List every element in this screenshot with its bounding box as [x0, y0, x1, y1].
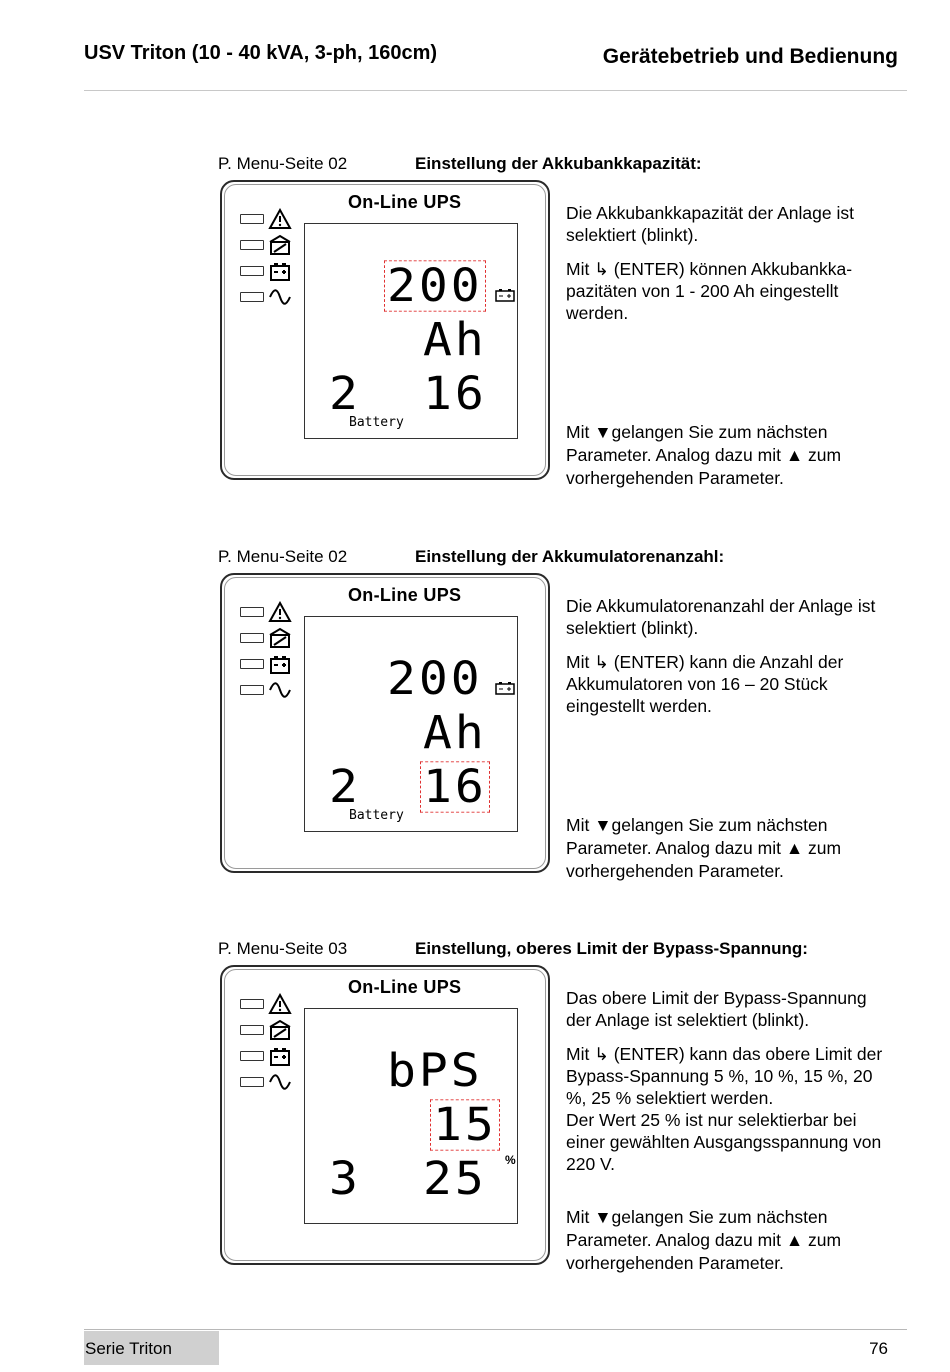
footer-series: Serie Triton: [85, 1339, 172, 1358]
status-leds: [240, 206, 292, 310]
led-mains: [240, 677, 292, 703]
chapter-title: Gerätebetrieb und Bedienung: [602, 45, 898, 68]
description: [566, 595, 886, 729]
lcd-mode: bPS: [387, 1044, 483, 1098]
led-bypass: [240, 625, 292, 651]
document-title: USV Triton (10 - 40 kVA, 3-ph, 160cm): [84, 42, 438, 64]
navigation-hint: Mit ▼gelangen Sie zum nächsten Parameter. Analog dazu mit ▲ zum vorhergehenden Parameter.: [566, 1207, 842, 1273]
led-mains: [240, 284, 292, 310]
led-warning: [240, 991, 292, 1017]
battery-icon: [268, 260, 292, 282]
lcd-value-right: 16: [423, 760, 487, 814]
lcd-value-left: 3: [329, 1152, 361, 1206]
menu-page-label: P. Menu-Seite 02: [218, 547, 348, 566]
lcd-label: Battery: [349, 415, 404, 430]
lcd-value-limit: 15: [433, 1098, 497, 1152]
navigation-hint: Mit ▼gelangen Sie zum nächsten Parameter. Analog dazu mit ▲ zum vorhergehenden Parameter.: [566, 815, 842, 881]
led-bypass: [240, 232, 292, 258]
percent-unit: %: [505, 1153, 516, 1167]
lcd-screen: [304, 1008, 518, 1224]
section-title: Einstellung der Akkubankkapazität:: [415, 154, 702, 173]
navigation-hint: Mit ▼gelangen Sie zum nächsten Parameter. Analog dazu mit ▲ zum vorhergehenden Parameter.: [566, 422, 842, 488]
description: [566, 202, 886, 336]
ups-display-panel: [220, 965, 550, 1265]
led-battery: [240, 1043, 292, 1069]
battery-icon: [495, 288, 515, 302]
lcd-screen: [304, 616, 518, 832]
section-title: Einstellung, oberes Limit der Bypass-Spannung:: [415, 939, 808, 958]
sine-wave-icon: [268, 286, 292, 308]
description: [566, 987, 886, 1175]
bypass-icon: [268, 234, 292, 256]
led-battery: [240, 258, 292, 284]
lcd-unit: Ah: [423, 706, 487, 760]
ups-display-panel: [220, 180, 550, 480]
section-bypass-limit: [0, 939, 950, 1284]
section-title: Einstellung der Akkumulatorenanzahl:: [415, 547, 725, 566]
bypass-icon: [268, 627, 292, 649]
lcd-value-capacity: 200: [387, 259, 483, 313]
led-warning: [240, 599, 292, 625]
lcd-unit: Ah: [423, 313, 487, 367]
description-text: Mit ↳ (ENTER) können Akkubankka-pazitäten von 1 - 200 Ah eingestellt werden.: [566, 259, 853, 323]
description-text: Mit ↳ (ENTER) kann die Anzahl der Akkumulatoren von 16 – 20 Stück eingestellt werden.: [566, 652, 844, 716]
section-battery-capacity: [0, 154, 950, 499]
page-number: 76: [869, 1339, 888, 1358]
lcd-value-left: 2: [329, 760, 361, 814]
lcd-value-right: 25: [423, 1152, 487, 1206]
footer-divider: [84, 1329, 907, 1330]
panel-label: On-Line UPS: [348, 977, 462, 997]
bypass-icon: [268, 1019, 292, 1041]
led-bypass: [240, 1017, 292, 1043]
sine-wave-icon: [268, 679, 292, 701]
header-divider: [84, 90, 907, 91]
battery-icon: [268, 653, 292, 675]
warning-icon: [268, 601, 292, 623]
description-text: Das obere Limit der Bypass-Spannung der Anlage ist selektiert (blinkt).: [566, 988, 867, 1030]
sine-wave-icon: [268, 1071, 292, 1093]
description-text: Der Wert 25 % ist nur selektierbar bei einer gewählten Ausgangsspannung von 220 V.: [566, 1110, 882, 1174]
lcd-screen: [304, 223, 518, 439]
lcd-value-left: 2: [329, 367, 361, 421]
lcd-value-right: 16: [423, 367, 487, 421]
led-battery: [240, 651, 292, 677]
ups-display-panel: [220, 573, 550, 873]
lcd-label: Battery: [349, 808, 404, 823]
description-text: Die Akkumulatorenanzahl der Anlage ist selektiert (blinkt).: [566, 596, 876, 638]
warning-icon: [268, 208, 292, 230]
panel-label: On-Line UPS: [348, 192, 462, 212]
lcd-value-capacity: 200: [387, 652, 483, 706]
battery-icon: [495, 681, 515, 695]
description-text: Die Akkubankkapazität der Anlage ist selektiert (blinkt).: [566, 203, 854, 245]
panel-label: On-Line UPS: [348, 585, 462, 605]
battery-icon: [268, 1045, 292, 1067]
status-leds: [240, 991, 292, 1095]
description-text: Mit ↳ (ENTER) kann das obere Limit der Bypass-Spannung 5 %, 10 %, 15 %, 20 %, 25 % selektiert werden.: [566, 1044, 883, 1108]
led-warning: [240, 206, 292, 232]
menu-page-label: P. Menu-Seite 02: [218, 154, 348, 173]
menu-page-label: P. Menu-Seite 03: [218, 939, 348, 958]
warning-icon: [268, 993, 292, 1015]
led-mains: [240, 1069, 292, 1095]
status-leds: [240, 599, 292, 703]
section-battery-count: [0, 547, 950, 892]
